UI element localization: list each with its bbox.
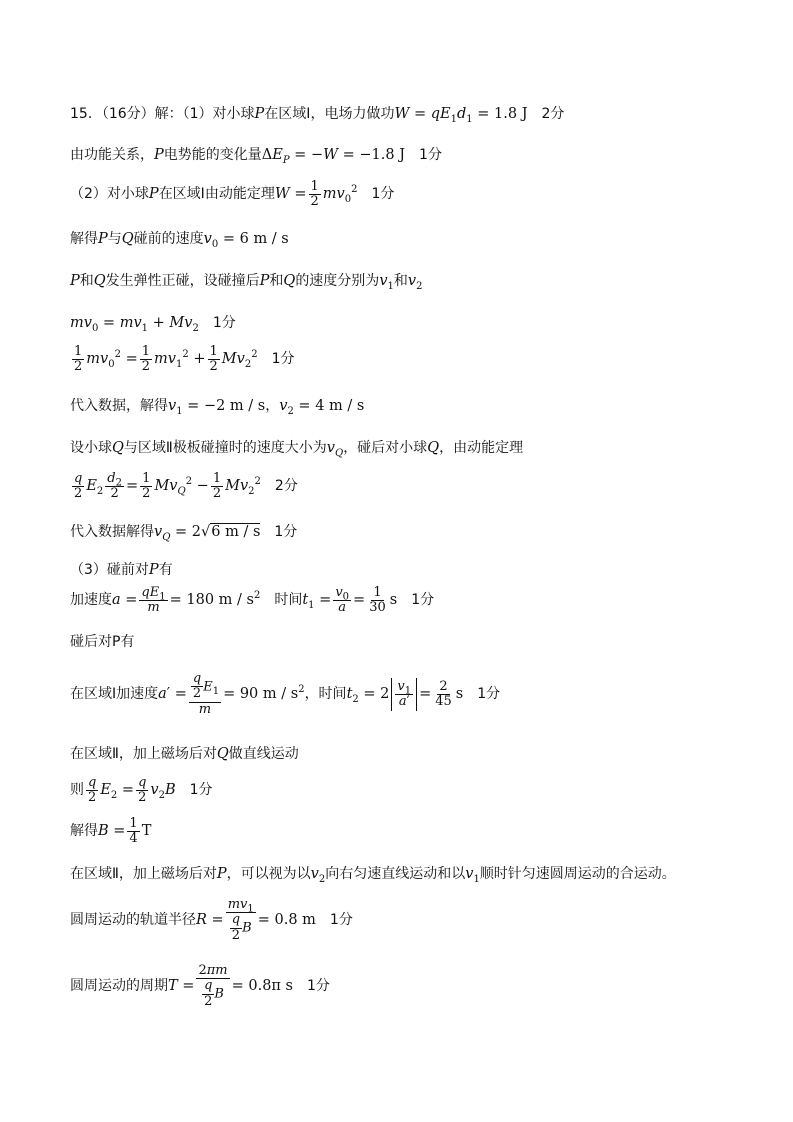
- text: 发生弹性正碰，设碰撞后: [105, 273, 260, 290]
- problem-header: 15．（16分）解：（1）对小球: [70, 106, 255, 123]
- line-collision: P 和 Q 发生弹性正碰，设碰撞后 P 和 Q 的速度分别为 $v_1$ 和 $v_2$: [70, 273, 423, 292]
- line-balance: 则 $\frac{q}{2}$ $E_2$ = $\frac{q}{2}$ $v_2B$ 1分: [70, 775, 213, 806]
- text: 和: [269, 273, 284, 290]
- text: 有: [158, 562, 173, 579]
- text: 则: [70, 782, 84, 799]
- line-momentum: $mv_0 = mv_1 + Mv_2$ 1分: [70, 315, 236, 334]
- line-b-result: 解得 B = $\frac{1}{4}$ T: [70, 816, 152, 847]
- line4-text: 解得: [70, 231, 98, 248]
- line-after-collision: [70, 634, 134, 651]
- line-part3: （3）碰前对 P 有: [70, 562, 173, 579]
- text: ，碰后对小球: [343, 440, 428, 457]
- text: 与区域Ⅱ极板碰撞时的速度大小为: [123, 440, 327, 457]
- text: 顺时针匀速圆周运动的合运动。: [479, 866, 676, 883]
- line-acceleration-2: 在区域Ⅰ加速度 a′ = $\frac{q}{2}$ $E_1$ m = 90 m / $s^2$ ，时间 $t_2 = 2$ $\frac{v_1}{a'}$ = $\frac{2}{45}$ s 1分: [70, 671, 501, 717]
- text: 圆周运动的周期: [70, 978, 168, 995]
- t1-denominator: 30: [369, 600, 386, 616]
- work-value: 1.8 J: [494, 106, 528, 122]
- t-value: 0.8π s: [248, 977, 293, 994]
- v2-value: 4 m / s: [315, 398, 365, 414]
- line-energy-conservation: $\frac{1}{2}$ $mv_0^2$ = $\frac{1}{2}$ $mv_1^2$ + $\frac{1}{2}$ $Mv_2^2$ 1分: [74, 344, 295, 375]
- text: 加速度: [70, 592, 112, 609]
- line-vq-result: 代入数据解得 $v_Q = 2√6$ m / s 1分: [70, 524, 298, 543]
- v0-value: 6 m / s: [239, 231, 289, 247]
- score: 1分: [411, 592, 435, 609]
- text: 解得: [70, 823, 98, 840]
- text: 在区域Ⅱ，加上磁场后对: [70, 866, 217, 883]
- text: 圆周运动的轨道半径: [70, 912, 196, 929]
- line2-text: 由功能关系，: [70, 147, 154, 164]
- a-value: 180 m / s: [186, 592, 254, 609]
- score: 1分: [371, 186, 395, 203]
- text: ，由动能定理: [439, 440, 524, 457]
- line-vq-intro: 设小球 Q 与区域Ⅱ极板碰撞时的速度大小为 $v_Q$ ，碰后对小球 Q ，由动能定理: [70, 440, 524, 459]
- text: 时间: [274, 592, 303, 609]
- line-energy-change: 由功能关系， P 电势能的变化量 $\Delta E_P = -W = -1.8$ J 1分: [70, 147, 442, 166]
- score: 1分: [419, 147, 442, 164]
- line-period: 圆周运动的周期 T = 2πm $\frac{q}{2}$ B = 0.8π s 1分: [70, 963, 330, 1009]
- score: 1分: [477, 686, 501, 703]
- text: 在区域Ⅱ，加上磁场后对: [70, 746, 217, 763]
- text: 代入数据，解得: [70, 398, 168, 415]
- text: 在区域Ⅰ加速度: [70, 686, 159, 703]
- text: 代入数据解得: [70, 524, 154, 541]
- score: 1分: [212, 315, 236, 332]
- line4-mid: 与: [107, 231, 122, 248]
- line-acceleration: 加速度 a = $\frac{qE_1}{m}$ = 180 m / $s^2$ 时间 $t_1$ = $\frac{v_0}{a}$ = $\frac{1}{30}$ s 1分: [70, 585, 435, 616]
- text: （3）碰前对: [70, 562, 149, 579]
- text: ，可以视为以: [226, 866, 311, 883]
- v1-value: −2 m / s: [203, 398, 266, 414]
- text: 的速度分别为: [295, 273, 380, 290]
- line-radius: 圆周运动的轨道半径 R = $mv_1$ $\frac{q}{2}$ B = 0.8 m 1分: [70, 897, 353, 943]
- a2-value: 90 m / s: [239, 685, 299, 702]
- score: 1分: [274, 524, 298, 541]
- t2-denominator: 45: [435, 693, 452, 709]
- line2-mid: 电势能的变化量: [163, 147, 262, 164]
- line3-text: （2）对小球: [70, 186, 149, 203]
- score: 2分: [541, 106, 565, 123]
- line-velocities: 代入数据，解得 $v_1 = -2$ m / s ， $v_2 = 4$ m / s: [70, 398, 365, 417]
- score: 1分: [307, 978, 330, 995]
- line-part1-work: 15．（16分）解：（1）对小球 P 在区域Ⅰ，电场力做功 $W = qE_1d_1 = 1.8$ J 2分: [70, 106, 565, 125]
- text: 和: [393, 273, 408, 290]
- score: 1分: [271, 351, 295, 368]
- b-denominator: 4: [129, 831, 138, 847]
- line-vq-equation: $\frac{q}{2}$ $E_2$ $\frac{d_2}{2}$ = $\frac{1}{2}$ $Mv_Q^2$ − $\frac{1}{2}$ $Mv_2^2$ 2分: [74, 471, 298, 502]
- text: 做直线运动: [228, 746, 299, 763]
- text: 向右匀速直线运动和以: [325, 866, 466, 883]
- score: 1分: [329, 912, 353, 929]
- text: ，: [265, 398, 280, 415]
- line1-text: 在区域Ⅰ，电场力做功: [264, 106, 395, 123]
- energy-change-value: −1.8 J: [359, 147, 406, 163]
- text: 和: [79, 273, 94, 290]
- r-value: 0.8 m: [274, 911, 316, 928]
- score: 1分: [189, 782, 213, 799]
- line-region2: 在区域Ⅱ，加上磁场后对 Q 做直线运动: [70, 746, 299, 763]
- text: ，时间: [304, 686, 347, 703]
- vq-value: 6 m / s: [211, 524, 261, 540]
- text: 设小球: [70, 440, 112, 457]
- line-motion-decomposition: 在区域Ⅱ，加上磁场后对 P ，可以视为以 $v_2$ 向右匀速直线运动和以 $v_1$ 顺时针匀速圆周运动的合运动。: [70, 866, 676, 885]
- text: 碰后对P有: [70, 634, 135, 650]
- line3-mid: 在区域Ⅰ由动能定理: [158, 186, 275, 203]
- score: 2分: [274, 478, 298, 495]
- line4-tail: 碰前的速度: [133, 231, 204, 248]
- line-v0: 解得 P 与 Q 碰前的速度 $v_0 = 6$ m / s: [70, 231, 289, 250]
- line-kinetic-theorem: （2）对小球 P 在区域Ⅰ由动能定理 W = $\frac{1}{2}$ $mv_0^2$ 1分: [70, 179, 395, 210]
